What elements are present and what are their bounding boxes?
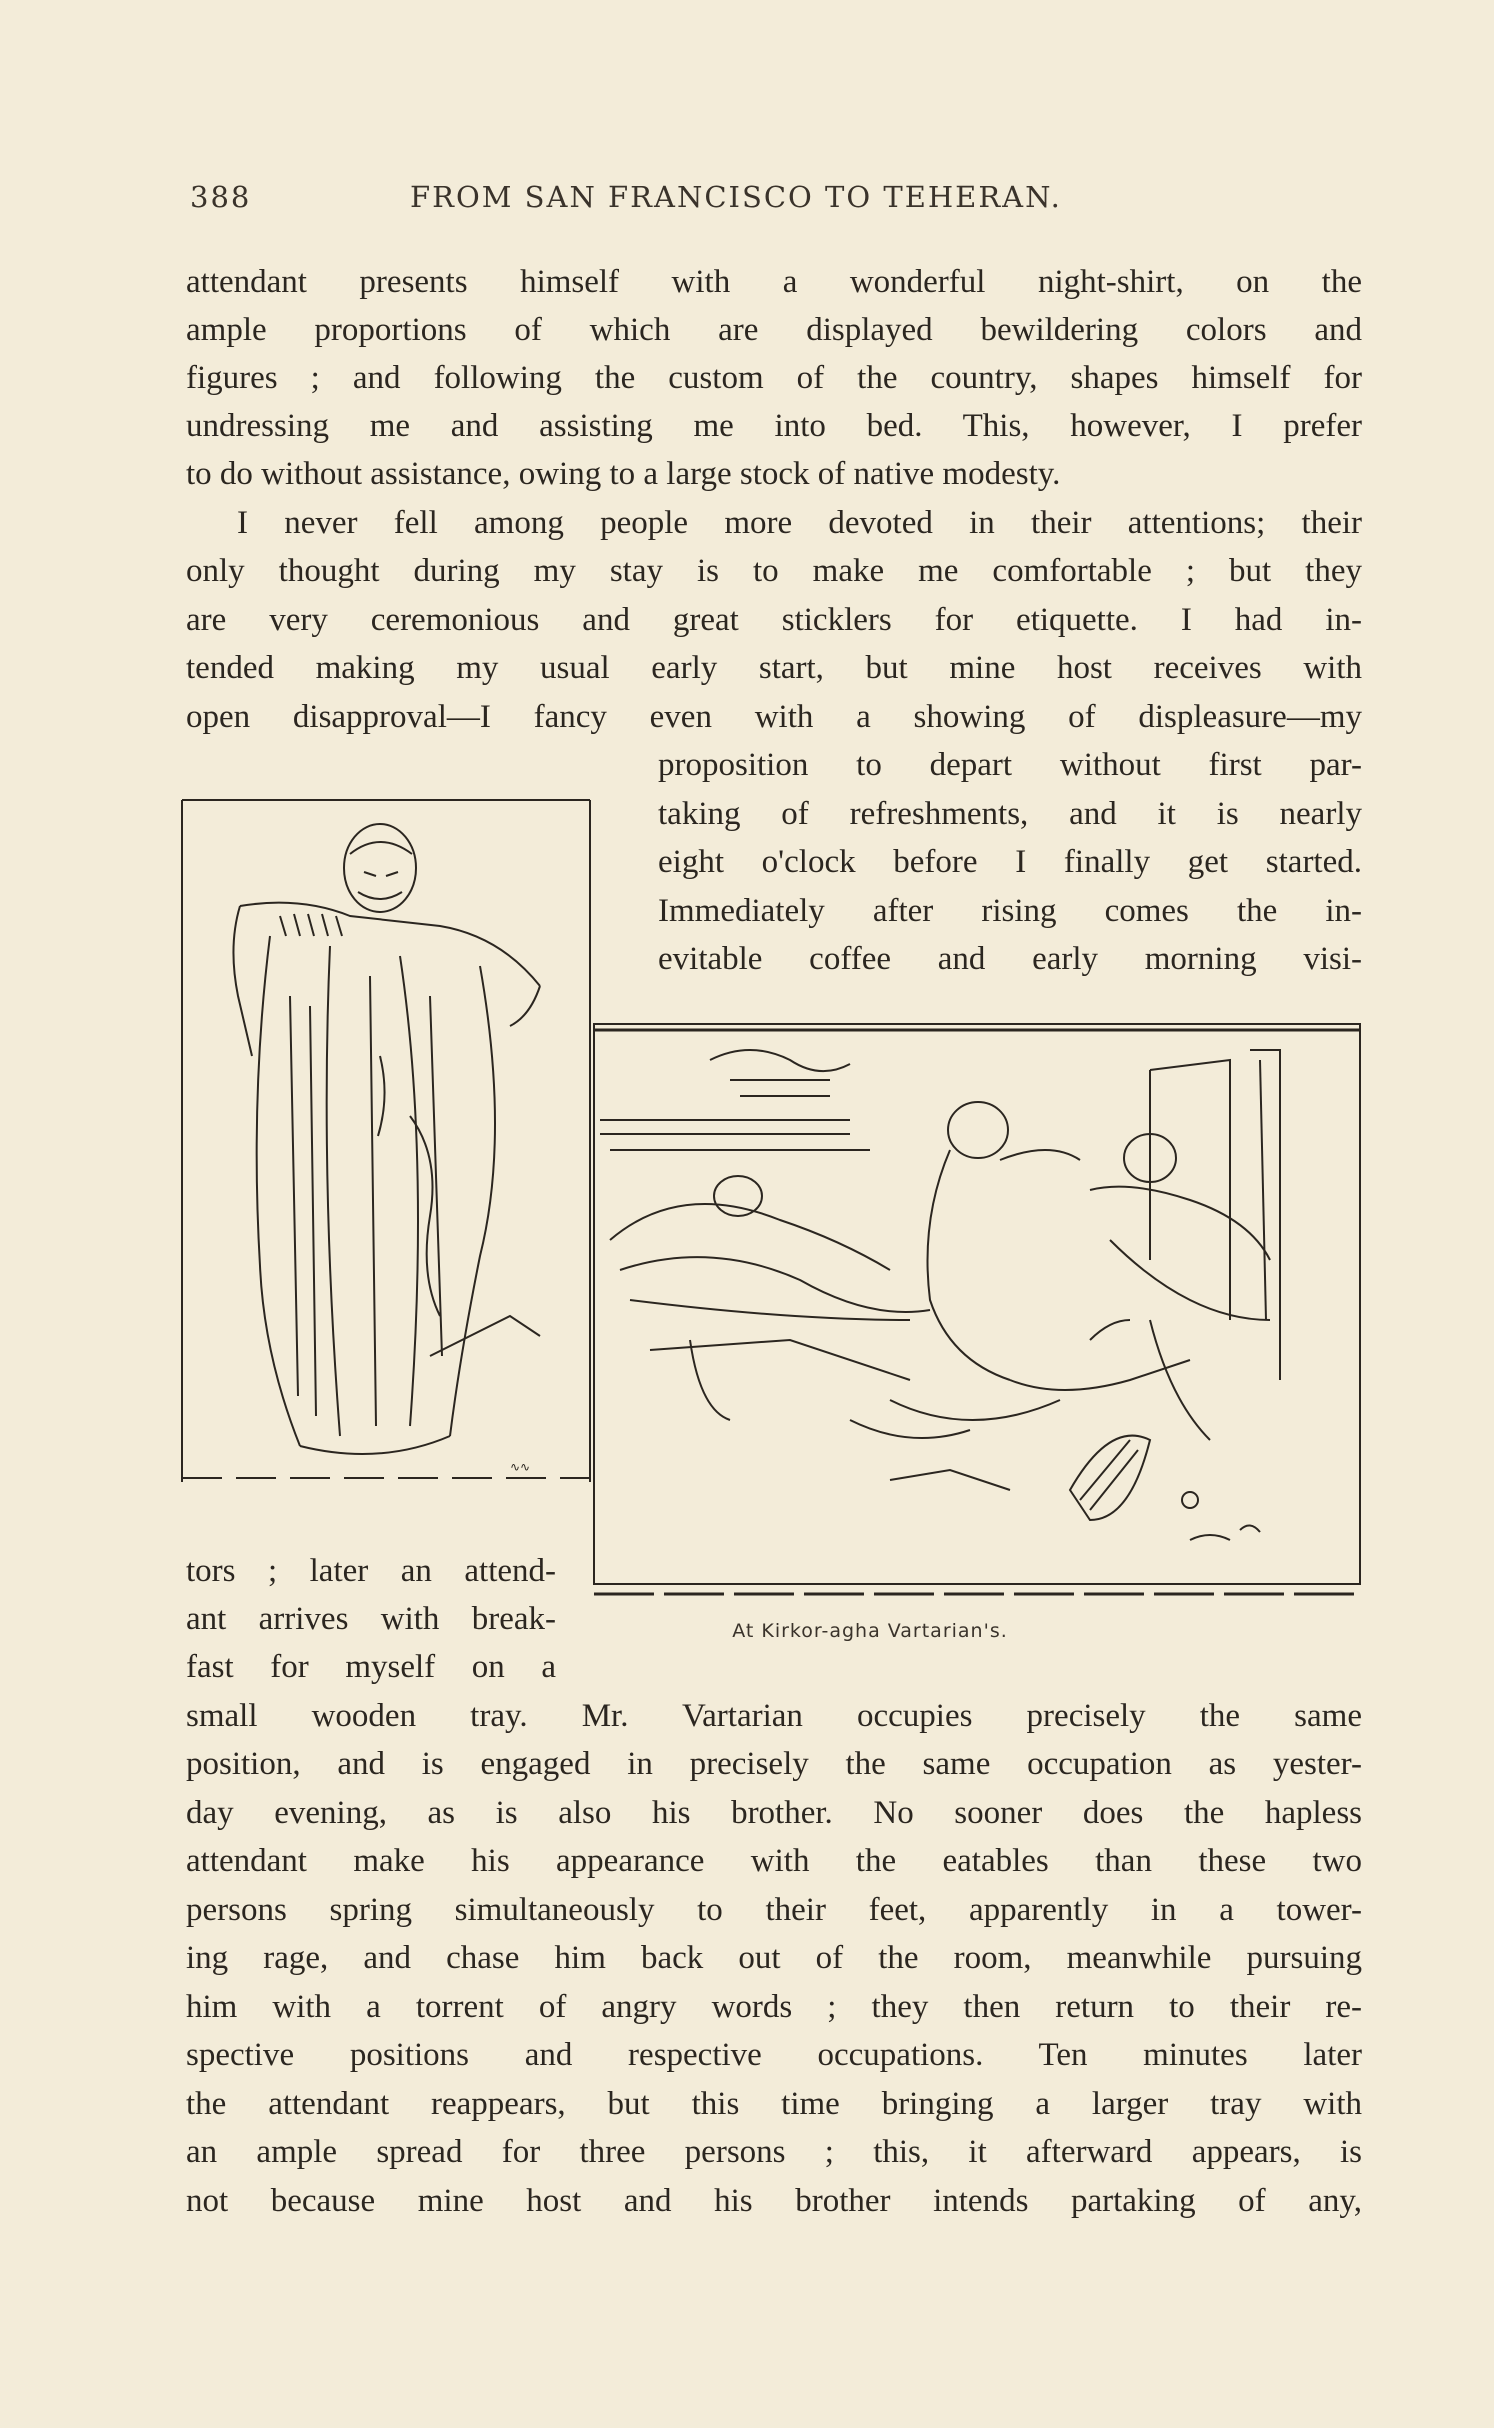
figure-caption: At Kirkor-agha Vartarian's.	[732, 1620, 1008, 1642]
text-line: tended making my usual early start, but mine host receives with	[186, 650, 1362, 686]
text-line: Immediately after rising comes the in-	[658, 893, 1362, 929]
text-line: tors ; later an attend-	[186, 1553, 556, 1589]
text-line: spective positions and respective occupations. Ten minutes later	[186, 2037, 1362, 2073]
text-line: are very ceremonious and great sticklers for etiquette. I had in-	[186, 602, 1362, 638]
text-line: taking of refreshments, and it is nearly	[658, 796, 1362, 832]
text-line: fast for myself on a	[186, 1649, 556, 1685]
text-line: only thought during my stay is to make me comfortable ; but they	[186, 553, 1362, 589]
text-line: evitable coffee and early morning visi-	[658, 941, 1362, 977]
text-line: the attendant reappears, but this time bringing a larger tray with	[186, 2086, 1362, 2122]
paragraph-start-line: I never fell among people more devoted in their attentions; their	[237, 505, 1362, 541]
text-line: persons spring simultaneously to their feet, apparently in a tower-	[186, 1892, 1362, 1928]
running-title: FROM SAN FRANCISCO TO TEHERAN.	[410, 180, 1062, 214]
text-line: undressing me and assisting me into bed. This, however, I prefer	[186, 408, 1362, 444]
text-line: proposition to depart without first par-	[658, 747, 1362, 783]
text-line: him with a torrent of angry words ; they then return to their re-	[186, 1989, 1362, 2025]
text-line: an ample spread for three persons ; this, it afterward appears, is	[186, 2134, 1362, 2170]
page-number: 388	[190, 180, 252, 214]
text-line: ing rage, and chase him back out of the room, meanwhile pursuing	[186, 1940, 1362, 1976]
text-line: ample proportions of which are displayed bewildering colors and	[186, 312, 1362, 348]
text-line: eight o'clock before I finally get started.	[658, 844, 1362, 880]
svg-text:∿∿: ∿∿	[510, 1460, 531, 1474]
text-line: position, and is engaged in precisely the same occupation as yester-	[186, 1746, 1362, 1782]
text-line: open disapproval—I fancy even with a showing of displeasure—my	[186, 699, 1362, 735]
illustration-interior-scene	[590, 1020, 1366, 1602]
text-line: attendant presents himself with a wonderful night-shirt, on the	[186, 264, 1362, 300]
text-line: day evening, as is also his brother. No sooner does the hapless	[186, 1795, 1362, 1831]
text-line: not because mine host and his brother intends partaking of any,	[186, 2183, 1362, 2219]
text-line: figures ; and following the custom of the country, shapes himself for	[186, 360, 1362, 396]
text-line: attendant make his appearance with the eatables than these two	[186, 1843, 1362, 1879]
running-header	[190, 180, 1360, 220]
text-line: small wooden tray. Mr. Vartarian occupies precisely the same	[186, 1698, 1362, 1734]
text-line: to do without assistance, owing to a large stock of native modesty.	[186, 456, 1061, 492]
text-line: ant arrives with break-	[186, 1601, 556, 1637]
illustration-standing-figure	[180, 796, 594, 1482]
